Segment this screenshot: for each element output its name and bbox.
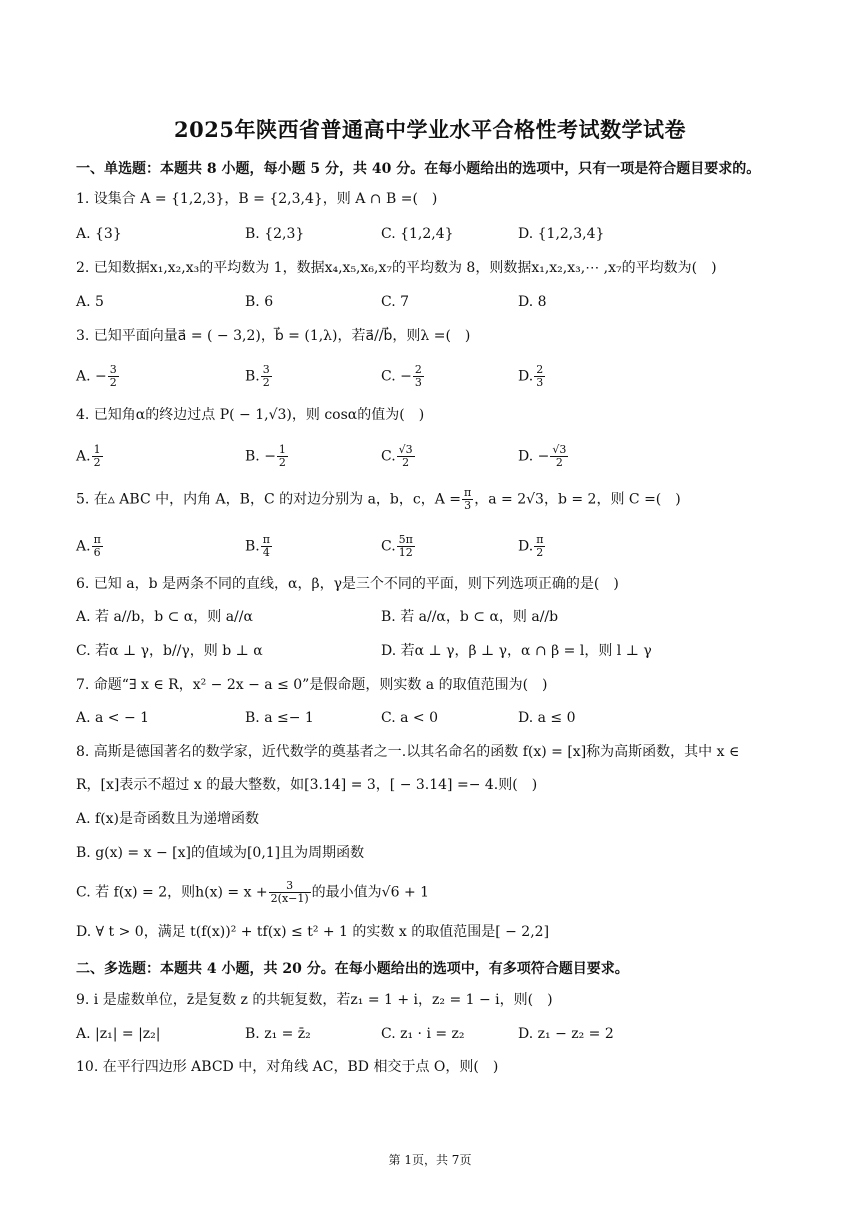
section-multi-choice-heading: 二、多选题：本题共 4 小题，共 20 分。在每小题给出的选项中，有多项符合题目要求。: [76, 961, 629, 977]
q1-option-d[interactable]: D. {1,2,3,4}: [518, 226, 605, 242]
q1-option-a[interactable]: A. {3}: [76, 226, 122, 242]
q6-option-b[interactable]: B. 若 a//α，b ⊂ α，则 a//b: [381, 609, 559, 625]
fraction: $\frac{2}{3}$: [414, 363, 422, 389]
fraction: $\frac{5\pi}{12}$: [398, 533, 413, 559]
option-label: D.: [518, 538, 534, 555]
option-label: C. −: [381, 368, 412, 385]
q9-option-d[interactable]: D. z₁ − z₂ = 2: [518, 1026, 614, 1042]
fraction: $\frac{√3}{2}$: [552, 443, 567, 469]
fraction: $\frac{3}{2(x-1)}$: [270, 879, 309, 905]
question-1: 1. 设集合 A = {1,2,3}，B = {2,3,4}，则 A ∩ B =( ): [76, 191, 438, 207]
q2-option-a[interactable]: A. 5: [76, 294, 104, 310]
q8-option-a[interactable]: A. f(x)是奇函数且为递增函数: [76, 811, 260, 827]
question-7: 7. 命题“∃ x ∈ R，x² − 2x − a ≤ 0”是假命题，则实数 a 的取值范围为( ): [76, 677, 548, 693]
question-4: 4. 已知角α的终边过点 P( − 1,√3)，则 cosα的值为( ): [76, 407, 425, 423]
option-label: D.: [518, 368, 534, 385]
q4-option-c[interactable]: [381, 444, 416, 469]
q4-option-a[interactable]: [76, 444, 104, 469]
question-6: 6. 已知 a，b 是两条不同的直线，α，β，γ是三个不同的平面，则下列选项正确的是( ): [76, 576, 619, 592]
option-label: A. −: [76, 368, 107, 385]
q5-option-a[interactable]: [76, 534, 104, 559]
option-label: A.: [76, 538, 91, 555]
page-number: 第 1页，共 7页: [388, 1153, 472, 1167]
q9-option-c[interactable]: C. z₁ · i = z₂: [381, 1026, 465, 1042]
fraction: $\frac{\pi}{4}$: [262, 533, 270, 559]
q5-stem-part2: ，a = 2√3，b = 2，则 C =( ): [474, 491, 681, 508]
option-label: B.: [245, 368, 260, 385]
fraction: $\frac{1}{2}$: [278, 443, 286, 469]
q3-option-c[interactable]: [381, 364, 425, 389]
q5-option-b[interactable]: [245, 534, 273, 559]
q4-option-b[interactable]: [245, 444, 289, 469]
question-2: 2. 已知数据x₁,x₂,x₃的平均数为 1，数据x₄,x₅,x₆,x₇的平均数为 8，则数据x₁,x₂,x₃,⋯ ,x₇的平均数为( ): [76, 260, 717, 276]
option-label: D. −: [518, 448, 550, 465]
q8-option-d[interactable]: D. ∀ t > 0，满足 t(f(x))² + tf(x) ≤ t² + 1 的实数 x 的取值范围是[ − 2,2]: [76, 924, 550, 940]
fraction: $\frac{3}{2}$: [109, 363, 117, 389]
q3-option-a[interactable]: [76, 364, 120, 389]
fraction: $\frac{2}{3}$: [536, 363, 544, 389]
q5-option-d[interactable]: [518, 534, 546, 559]
q8-option-c-part1: C. 若 f(x) = 2，则h(x) = x +: [76, 884, 268, 901]
q3-option-d[interactable]: [518, 364, 546, 389]
question-3: 3. 已知平面向量a⃗ = ( − 3,2)，b⃗ = (1,λ)，若a⃗//b⃗，则λ =( ): [76, 328, 471, 344]
question-9: 9. i 是虚数单位，z̄是复数 z 的共轭复数，若z₁ = 1 + i，z₂ = 1 − i，则( ): [76, 992, 553, 1008]
q5-stem-part1: 5. 在▵ ABC 中，内角 A，B，C 的对边分别为 a，b，c，A =: [76, 491, 462, 508]
question-10: 10. 在平行四边形 ABCD 中，对角线 AC，BD 相交于点 O，则( ): [76, 1059, 499, 1075]
question-8-line2: R，[x]表示不超过 x 的最大整数，如[3.14] = 3，[ − 3.14] =− 4.则( ): [76, 777, 538, 793]
q8-option-c-part2: 的最小值为√6 + 1: [311, 884, 430, 901]
fraction: $\frac{√3}{2}$: [398, 443, 413, 469]
q1-option-c[interactable]: C. {1,2,4}: [381, 226, 454, 242]
option-label: B. −: [245, 448, 276, 465]
q9-option-a[interactable]: A. |z₁| = |z₂|: [76, 1026, 161, 1042]
q2-option-d[interactable]: D. 8: [518, 294, 547, 310]
fraction: $\frac{\pi}{2}$: [536, 533, 544, 559]
question-5: [76, 487, 681, 512]
q8-option-c[interactable]: [76, 880, 429, 905]
option-label: C.: [381, 538, 396, 555]
q2-option-c[interactable]: C. 7: [381, 294, 410, 310]
fraction: $\frac{1}{2}$: [93, 443, 101, 469]
q6-option-d[interactable]: D. 若α ⊥ γ，β ⊥ γ，α ∩ β = l，则 l ⊥ γ: [381, 643, 652, 659]
q3-option-b[interactable]: [245, 364, 273, 389]
option-label: C.: [381, 448, 396, 465]
q4-option-d[interactable]: [518, 444, 569, 469]
option-label: A.: [76, 448, 91, 465]
fraction: $\frac{\pi}{3}$: [464, 486, 472, 512]
q9-option-b[interactable]: B. z₁ = z̄₂: [245, 1026, 311, 1042]
q5-option-c[interactable]: [381, 534, 416, 559]
q7-option-d[interactable]: D. a ≤ 0: [518, 710, 576, 726]
fraction: $\frac{3}{2}$: [262, 363, 270, 389]
section-single-choice-heading: 一、单选题：本题共 8 小题，每小题 5 分，共 40 分。在每小题给出的选项中，只有一项是符合题目要求的。: [76, 161, 761, 177]
question-8-line1: 8. 高斯是德国著名的数学家，近代数学的奠基者之一.以其名命名的函数 f(x) = [x]称为高斯函数，其中 x ∈: [76, 744, 740, 760]
q2-option-b[interactable]: B. 6: [245, 294, 274, 310]
q1-option-b[interactable]: B. {2,3}: [245, 226, 305, 242]
q7-option-a[interactable]: A. a < − 1: [76, 710, 150, 726]
q7-option-c[interactable]: C. a < 0: [381, 710, 438, 726]
q8-option-b[interactable]: B. g(x) = x − [x]的值域为[0,1]且为周期函数: [76, 845, 365, 861]
fraction: $\frac{\pi}{6}$: [93, 533, 101, 559]
q6-option-c[interactable]: C. 若α ⊥ γ，b//γ，则 b ⊥ α: [76, 643, 263, 659]
q7-option-b[interactable]: B. a ≤− 1: [245, 710, 314, 726]
exam-title: 2025年陕西省普通高中学业水平合格性考试数学试卷: [174, 117, 686, 142]
option-label: B.: [245, 538, 260, 555]
q6-option-a[interactable]: A. 若 a//b，b ⊂ α，则 a//α: [76, 609, 253, 625]
